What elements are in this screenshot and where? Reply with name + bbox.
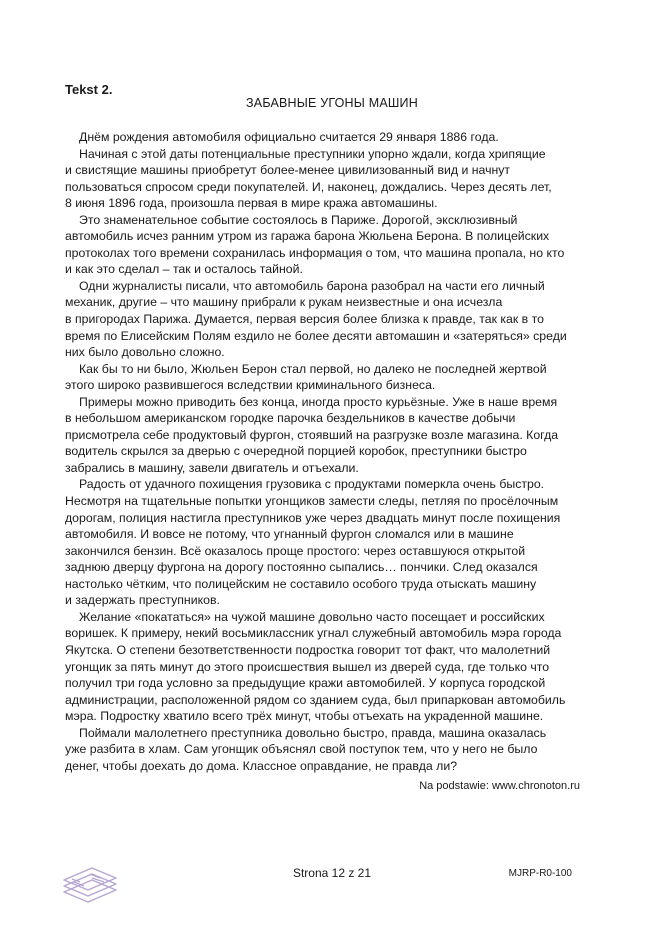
paragraph-line: Поймали малолетнего преступника довольно быстро, правда, машина оказалась [79, 725, 547, 740]
article-paragraph [65, 278, 585, 361]
paragraph-line: и задержать преступников. [65, 593, 220, 608]
article-paragraph [65, 609, 585, 725]
paragraph-line: получил три года условно за предыдущие кражи автомобилей. У корпуса городской [65, 676, 546, 691]
paragraph-line: администрации, расположенной рядом со зданием суда, был припаркован автомобиль [65, 692, 566, 707]
paragraph-line: Примеры можно приводить без конца, иногда просто курьёзные. Уже в наше время [79, 394, 558, 409]
document-code: MJRP-R0-100 [508, 868, 572, 879]
paragraph-line: Начиная с этой даты потенциальные преступники упорно ждали, когда хрипящие [79, 146, 546, 161]
paragraph-line: настолько чётким, что полицейским не составило особого труда отыскать машину [65, 576, 537, 591]
paragraph-line: водитель скрылся за дверью с очередной порцией коробок, преступники быстро [65, 444, 527, 459]
article-paragraph [65, 476, 585, 608]
paragraph-line: воришек. К примеру, некий восьмиклассник угнал служебный автомобиль мэра города [65, 626, 562, 641]
page-number: Strona 12 z 21 [292, 866, 372, 880]
paragraph-line: Желание «покататься» на чужой машине довольно часто посещает и российских [79, 609, 545, 624]
article-paragraph [65, 129, 585, 146]
article-body [65, 129, 585, 774]
paragraph-line: Несмотря на тщательные попытки угонщиков замести следы, петляя по просёлочным [65, 494, 559, 509]
article-paragraph [65, 725, 585, 775]
paragraph-line: в пригородах Парижа. Думается, первая версия более близка к правде, так как в то [65, 312, 544, 327]
paragraph-line: Днём рождения автомобиля официально считается 29 января 1886 года. [79, 130, 499, 144]
paragraph-line: автомобиля. И вовсе не потому, что угнанный фургон сломался или в машине [65, 527, 514, 542]
paragraph-line: и как это сделал – так и осталось тайной. [65, 262, 303, 277]
paragraph-line: заднюю дверцу фургона на дорогу постоянно сыпались… пончики. След оказался [65, 560, 538, 575]
paragraph-line: Радость от удачного похищения грузовика с продуктами померкла очень быстро. [79, 477, 545, 492]
paragraph-line: присмотрела себе продуктовый фургон, стоявший на разгрузке возле магазина. Когда [65, 427, 559, 442]
article-paragraph [65, 146, 585, 212]
paragraph-line: пользоваться спросом среди покупателей. И, наконец, дождались. Через десять лет, [65, 179, 552, 194]
paragraph-line: Одни журналисты писали, что автомобиль барона разобрал на части его личный [79, 278, 545, 293]
paragraph-line: 8 июня 1896 года, произошла первая в мире кража автомашины. [65, 196, 438, 211]
paragraph-line: протоколах того времени сохранилась информация о том, что машина пропала, но кто [65, 245, 565, 260]
paragraph-line: механик, другие – что машину прибрали к рукам неизвестные и она исчезла [65, 295, 503, 310]
paragraph-line: автомобиль исчез ранним утром из гаража барона Жюльена Берона. В полицейских [65, 229, 550, 244]
paragraph-line: них было довольно сложно. [65, 345, 225, 360]
paragraph-line: и свистящие машины приобретут более-менее цивилизованный вид и начнут [65, 163, 511, 178]
paragraph-line: денег, чтобы доехать до дома. Классное оправдание, не правда ли? [65, 758, 458, 773]
source-note: Na podstawie: www.chronoton.ru [419, 780, 580, 792]
paragraph-line: время по Елисейским Полям ездило не более десяти автомашин и «затеряться» среди [65, 328, 567, 343]
article-paragraph [65, 394, 585, 477]
paragraph-line: Как бы то ни было, Жюльен Берон стал первой, но далеко не последней жертвой [79, 361, 547, 376]
article-paragraph [65, 212, 585, 278]
paragraph-line: Это знаменательное событие состоялось в Париже. Дорогой, эксклюзивный [79, 212, 518, 227]
paragraph-line: Якутска. О степени безответственности подростка говорит тот факт, что малолетний [65, 642, 551, 657]
paragraph-line: в небольшом американском городке парочка бездельников в качестве добычи [65, 411, 516, 426]
paragraph-line: дорогам, полиция настигла преступников уже через двадцать минут после похищения [65, 510, 561, 525]
article-title: ЗАБАВНЫЕ УГОНЫ МАШИН [246, 96, 418, 110]
paragraph-line: мэра. Подростку хватило всего трёх минут, чтобы отъехать на украденной машине. [65, 709, 544, 724]
paragraph-line: уже разбита в хлам. Сам угонщик объяснял свой поступок тем, что у него не было [65, 742, 538, 757]
paragraph-line: закончился бензин. Всё оказалось проще простого: через оставшуюся открытой [65, 543, 526, 558]
paragraph-line: забрались в машину, завели двигатель и отъехали. [65, 460, 359, 475]
paragraph-line: угонщик за пять минут до этого происшествия вышел из дверей суда, где только что [65, 659, 550, 674]
paragraph-line: этого широко развившегося вследствии криминального бизнеса. [65, 378, 436, 393]
text-number-heading: Tekst 2. [65, 82, 113, 97]
article-paragraph [65, 361, 585, 394]
